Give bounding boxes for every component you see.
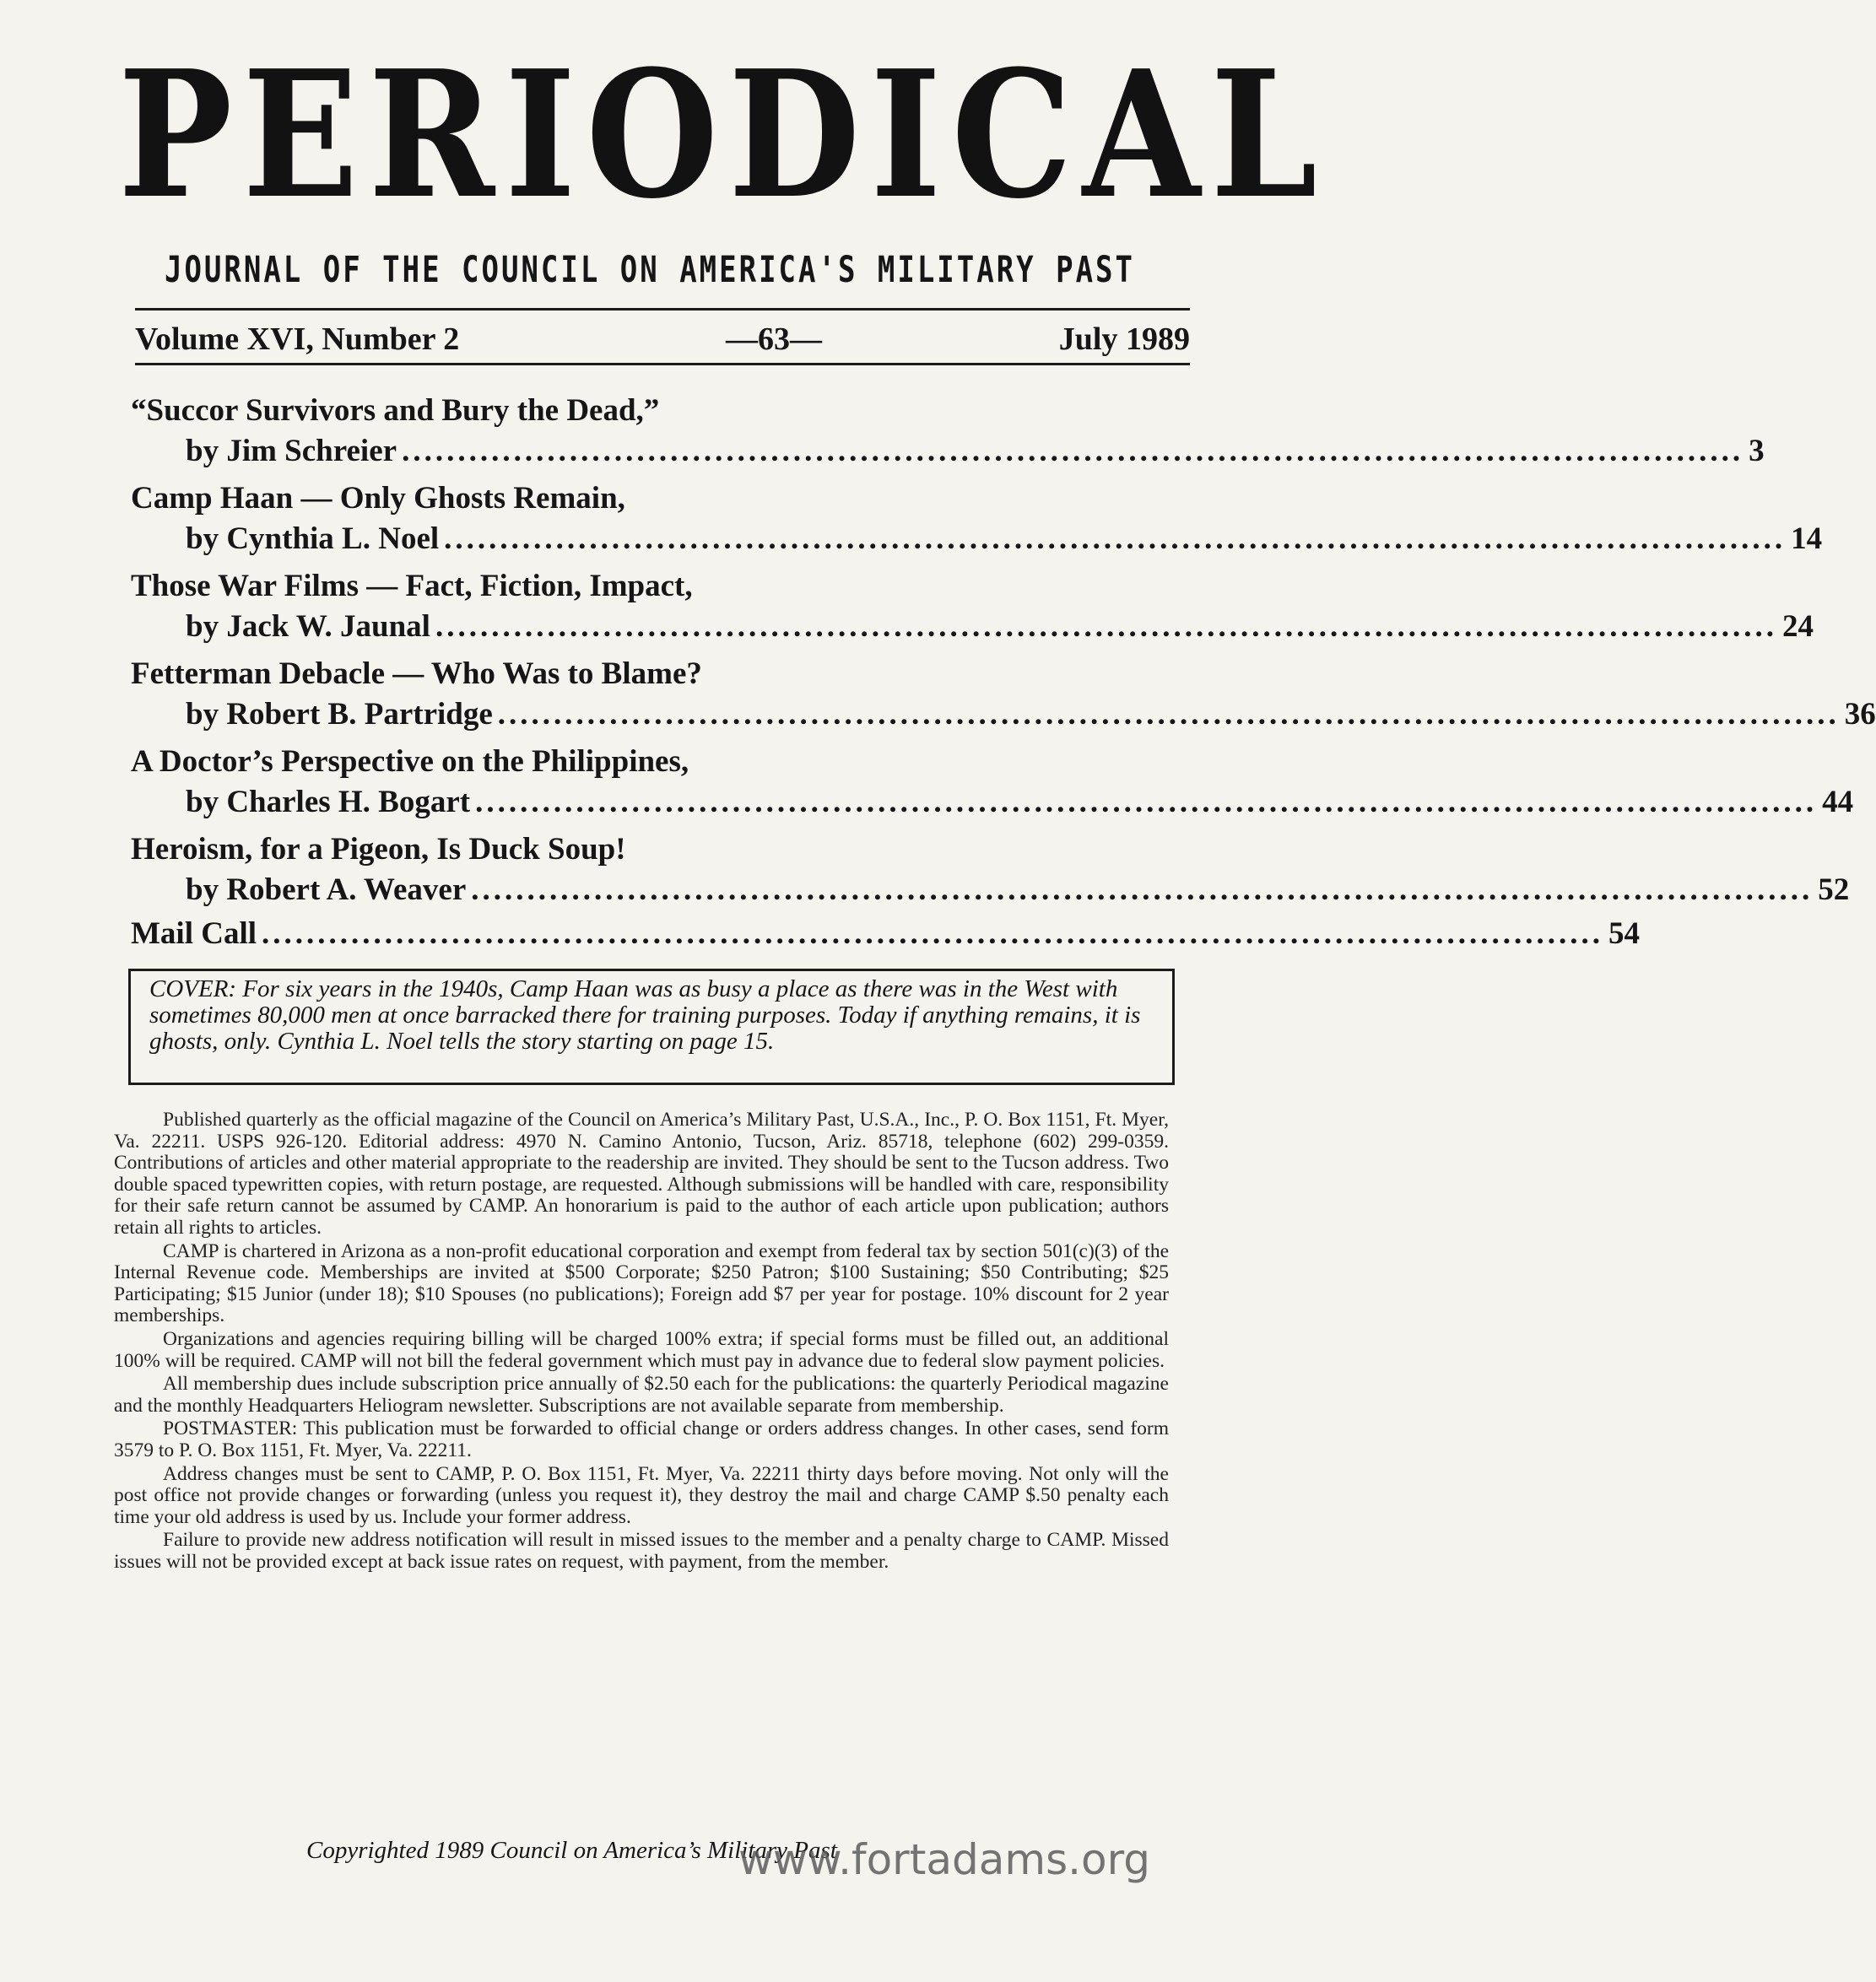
top-rule	[135, 308, 1190, 311]
table-of-contents	[131, 392, 1876, 951]
masthead-title: PERIODICAL	[118, 32, 1327, 238]
toc-title: A Doctor’s Perspective on the Philippines,	[131, 744, 689, 779]
toc-author: by Cynthia L. Noel	[186, 521, 440, 556]
toc-page: 3	[1749, 434, 1765, 468]
body-paragraph: All membership dues include subscription price annually of $2.50 each for the publications: the quarterly Periodical magazine and the monthly Headquarters Heliogram newsletter. Subscriptions are not available separate from membership.	[114, 1373, 1169, 1417]
toc-leader-dots: ........................................................................................................................	[444, 521, 1787, 556]
volume-number: Volume XVI, Number 2	[135, 321, 460, 357]
issue-date: July 1989	[1058, 321, 1190, 357]
toc-title: Camp Haan — Only Ghosts Remain,	[131, 481, 625, 516]
body-paragraph: Published quarterly as the official magazine of the Council on America’s Military Past, U.S.A., Inc., P. O. Box 1151, Ft. Myer, Va. 22211. USPS 926-120. Editorial address: 4970 N. Camino Antonio, Tucson, Ariz. 85718, telephone (602) 299-0359. Contributions of articles and other material appropriate to the readership are invited. They should be sent to the Tucson address. Two double spaced typewritten copies, with return postage, are requested. Although submissions will be handled with care, responsibility for their safe return cannot be assumed by CAMP. An honorarium is paid to the author of each article upon publication; authors retain all rights to articles.	[114, 1109, 1169, 1239]
body-paragraph: Address changes must be sent to CAMP, P. O. Box 1151, Ft. Myer, Va. 22211 thirty days before moving. Not only will the post office not provide changes or forwarding (unless you request it), they destroy the mail and charge CAMP $.50 penalty each time your old address is used by us. Include your former address.	[114, 1462, 1169, 1528]
toc-page: 52	[1818, 872, 1850, 907]
bottom-rule	[135, 363, 1190, 365]
toc-title: “Succor Survivors and Bury the Dead,”	[131, 393, 660, 428]
toc-entry	[131, 743, 1854, 831]
body-paragraph: Failure to provide new address notification will result in missed issues to the member and a penalty charge to CAMP. Missed issues will not be provided except at back issue rates on request, with payment, from the member.	[114, 1529, 1169, 1573]
masthead-subtitle: JOURNAL OF THE COUNCIL ON AMERICA'S MILITARY PAST	[164, 249, 1136, 291]
toc-author: by Robert A. Weaver	[186, 872, 467, 907]
toc-entry	[131, 656, 1876, 743]
publication-info	[114, 1110, 1169, 1573]
cover-note-box	[128, 969, 1175, 1085]
page-number: —63—	[726, 321, 822, 357]
toc-title: Heroism, for a Pigeon, Is Duck Soup!	[131, 832, 626, 867]
copyright-line: Copyrighted 1989 Council on America’s Military Past	[306, 1837, 837, 1864]
toc-entry	[131, 392, 1765, 480]
cover-label: COVER:	[149, 975, 237, 1002]
toc-author: by Jack W. Jaunal	[186, 609, 430, 644]
toc-page: 14	[1791, 521, 1823, 556]
mail-call-page: 54	[1608, 916, 1641, 951]
cover-text: For six years in the 1940s, Camp Haan was as busy a place as there was in the West with sometimes 80,000 men at once barracked there for training purposes. Today if anything remains, it is ghosts, only. Cynthia L. Noel tells the story starting on page 15.	[149, 975, 1141, 1055]
issue-line	[135, 321, 1190, 361]
toc-entry	[131, 480, 1823, 568]
toc-leader-dots: ........................................................................................................................	[435, 609, 1777, 644]
toc-leader-dots: ........................................................................................................................	[402, 434, 1744, 468]
toc-leader-dots: ........................................................................................................................	[262, 916, 1604, 951]
toc-leader-dots: ........................................................................................................................	[475, 785, 1818, 819]
mail-call-title: Mail Call	[131, 916, 257, 951]
website-watermark: www.fortadams.org	[738, 1835, 1151, 1884]
body-paragraph: POSTMASTER: This publication must be forwarded to official change or orders address changes. In other cases, send form 3579 to P. O. Box 1151, Ft. Myer, Va. 22211.	[114, 1418, 1169, 1461]
toc-page: 36	[1844, 697, 1876, 732]
body-paragraph: CAMP is chartered in Arizona as a non-profit educational corporation and exempt from federal tax by section 501(c)(3) of the Internal Revenue code. Memberships are invited at $500 Corporate; $250 Patron; $100 Sustaining; $50 Contributing; $25 Participating; $15 Junior (under 18); $10 Spouses (no publications); Foreign add $7 per year for postage. 10% discount for 2 year memberships.	[114, 1239, 1169, 1327]
toc-author: by Robert B. Partridge	[186, 697, 493, 732]
toc-title: Those War Films — Fact, Fiction, Impact,	[131, 569, 693, 603]
toc-title: Fetterman Debacle — Who Was to Blame?	[131, 656, 702, 691]
toc-page: 44	[1822, 785, 1854, 819]
toc-leader-dots: ........................................................................................................................	[471, 872, 1814, 907]
toc-page: 24	[1781, 609, 1814, 644]
toc-entry	[131, 568, 1814, 656]
toc-mail-call	[131, 915, 1641, 952]
toc-leader-dots: ........................................................................................................................	[497, 697, 1840, 732]
body-paragraph: Organizations and agencies requiring billing will be charged 100% extra; if special forms must be filled out, an additional 100% will be required. CAMP will not bill the federal government which must pay in advance due to federal slow payment policies.	[114, 1327, 1169, 1372]
toc-author: by Jim Schreier	[186, 434, 397, 468]
toc-entry	[131, 831, 1850, 919]
toc-author: by Charles H. Bogart	[186, 785, 471, 819]
